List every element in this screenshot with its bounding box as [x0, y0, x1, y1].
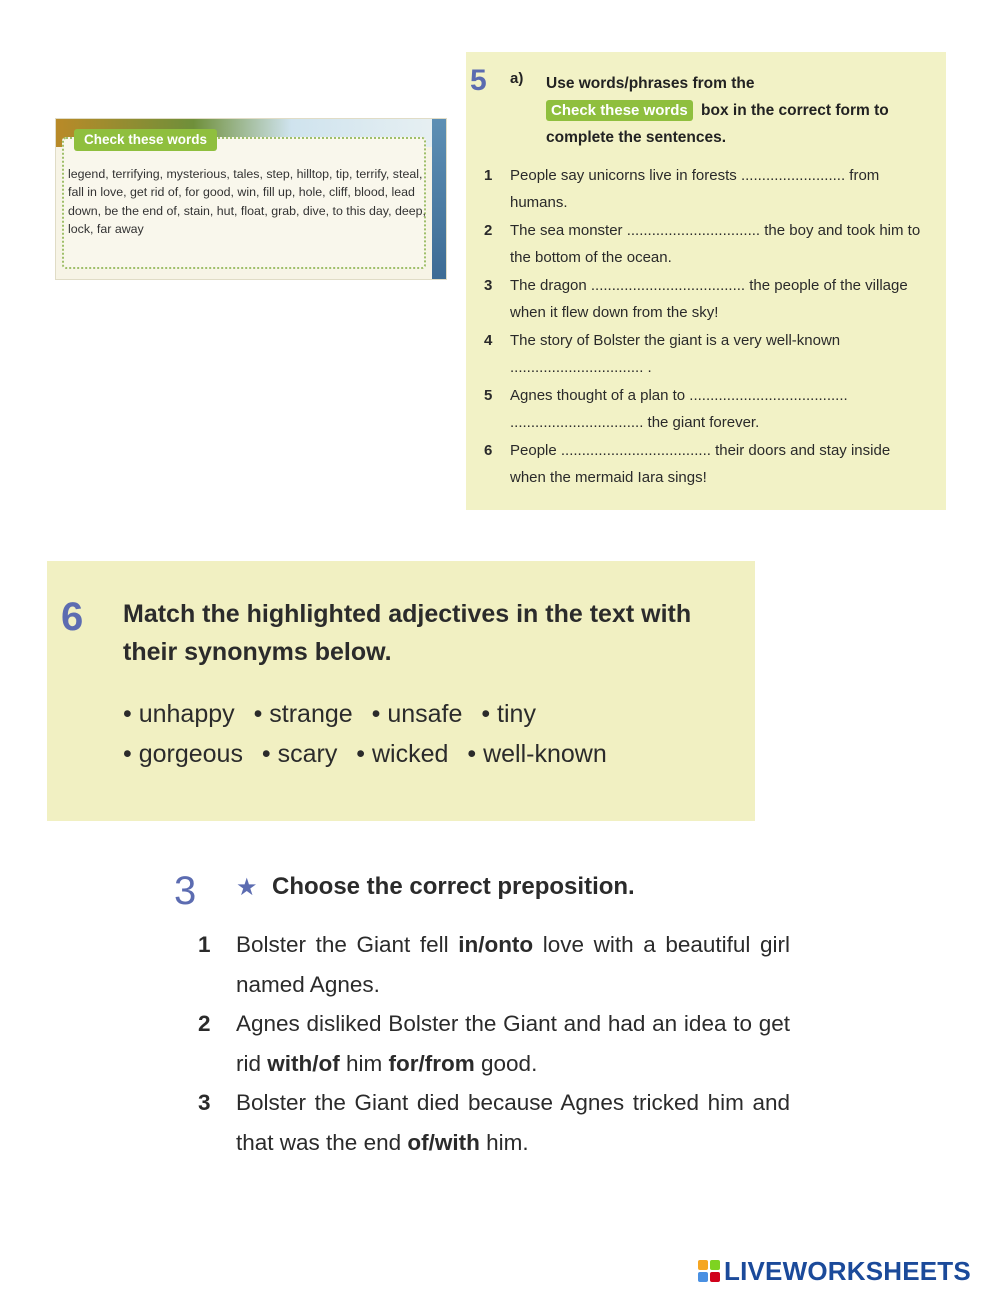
exercise-number: 5: [470, 64, 487, 97]
list-item: [198, 1004, 790, 1083]
item-number: 2: [198, 1011, 211, 1036]
synonym: • gorgeous: [123, 740, 243, 768]
item-text: Agnes disliked Bolster the Giant and had an idea to get rid: [236, 1011, 790, 1076]
synonym-list: [123, 694, 743, 774]
list-item: [484, 272, 924, 326]
exercise-number: 3: [174, 869, 197, 913]
exercise-number: 6: [61, 595, 84, 639]
item-text: People say unicorns live in forests ......................... from humans.: [510, 167, 880, 211]
logo-icon: [698, 1260, 720, 1282]
word-list: legend, terrifying, mysterious, tales, step, hilltop, tip, terrify, steal, fall in love, get rid of, for good, win, fill up, hole, cliff, blood, lead down, be the end of, stain, hut, float, grab, dive, to this day, deep, lock, far away: [68, 167, 426, 237]
star-icon: ★: [236, 874, 258, 901]
synonym: • unhappy: [123, 700, 235, 728]
item-text: The sea monster ................................ the boy and took him to the bottom of the ocean.: [510, 222, 921, 266]
exercise-instruction: Match the highlighted adjectives in the text with their synonyms below.: [123, 600, 692, 666]
item-text: Agnes thought of a plan to ...................................... ................................ the giant forever.: [510, 387, 848, 431]
exercise-6: [47, 561, 755, 821]
item-number: 1: [198, 932, 211, 957]
check-these-words-tag: Check these words: [546, 100, 693, 121]
logo-text: LIVEWORKSHEETS: [724, 1255, 971, 1286]
item-number: 1: [484, 167, 493, 184]
logo-square: [710, 1260, 720, 1270]
synonym: • unsafe: [371, 700, 463, 728]
synonym: • wicked: [356, 740, 449, 768]
exercise-3: [170, 865, 810, 1165]
item-text: People .................................... their doors and stay inside when the mermaid Iara sings!: [510, 442, 891, 486]
synonym: • strange: [253, 700, 353, 728]
exercise-instruction: Choose the correct preposition.: [272, 873, 635, 900]
item-text: good.: [474, 1050, 538, 1076]
item-number: 5: [484, 387, 493, 404]
item-text: The dragon ..................................... the people of the village when it flew down from the sky!: [510, 277, 908, 321]
list-item: [484, 327, 924, 381]
item-number: 3: [198, 1090, 211, 1115]
synonym: • scary: [261, 740, 338, 768]
item-number: 6: [484, 442, 493, 459]
exercise-sub-label: a): [510, 70, 524, 87]
logo-square: [698, 1260, 708, 1270]
item-text: Bolster the Giant fell: [236, 932, 459, 957]
exercise-5: [466, 52, 946, 510]
list-item: [198, 1083, 790, 1162]
logo-square: [698, 1272, 708, 1282]
item-text: love with a beautiful girl named Agnes.: [236, 932, 790, 997]
list-item: [484, 217, 924, 271]
sentence-list: [198, 925, 790, 1162]
list-item: [484, 437, 924, 491]
list-item: [484, 162, 924, 216]
list-item: [484, 382, 924, 436]
preposition-choice: of/with: [407, 1129, 480, 1155]
item-text: Bolster the Giant died because Agnes tricked him and that was the end: [236, 1090, 790, 1155]
preposition-choice: in/onto: [458, 932, 534, 957]
item-number: 4: [484, 332, 493, 349]
item-text: him: [339, 1050, 389, 1076]
check-these-words-tag: Check these words: [74, 129, 217, 151]
sentence-list: [484, 162, 924, 492]
item-number: 3: [484, 277, 493, 294]
check-these-words-box: [55, 118, 447, 280]
list-item: [198, 925, 790, 1004]
item-text: him.: [479, 1129, 529, 1155]
preposition-choice: with/of: [267, 1050, 340, 1076]
instruction-post: box in the correct form to complete the sentences.: [546, 102, 889, 146]
exercise-instruction: [546, 70, 936, 151]
item-number: 2: [484, 222, 493, 239]
liveworksheets-logo: [698, 1256, 971, 1286]
decorative-illustration-edge: [432, 119, 446, 280]
preposition-choice: for/from: [388, 1050, 475, 1076]
synonym: • tiny: [481, 700, 536, 728]
instruction-pre: Use words/phrases from the: [546, 75, 755, 92]
logo-square: [710, 1272, 720, 1282]
item-text: The story of Bolster the giant is a very well-known ................................ .: [510, 332, 841, 376]
synonym: • well-known: [467, 740, 607, 768]
